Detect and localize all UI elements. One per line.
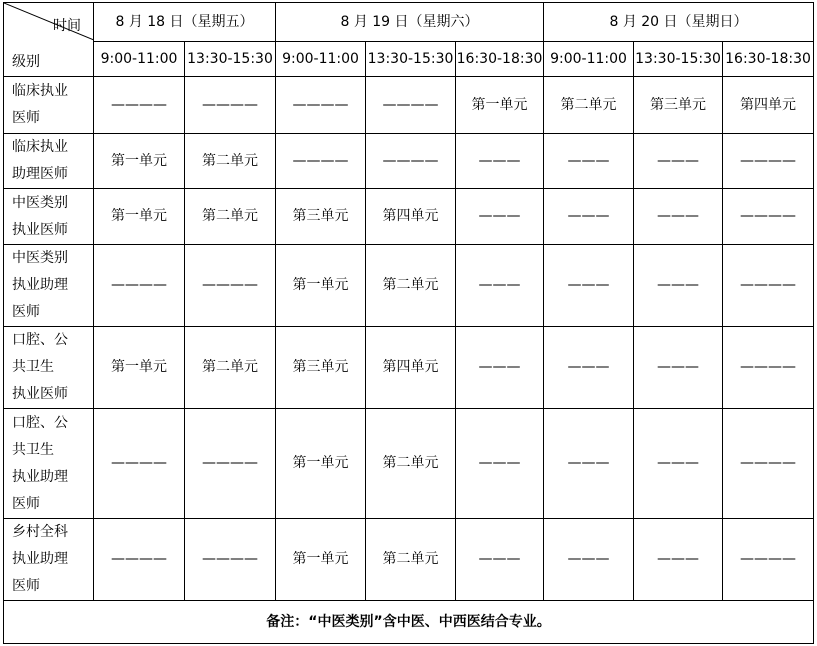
schedule-cell: ———— xyxy=(276,77,366,134)
schedule-cell: ——— xyxy=(544,327,634,409)
level-cell xyxy=(4,189,94,245)
table-row xyxy=(4,189,814,245)
level-cell xyxy=(4,245,94,327)
level-cell xyxy=(4,327,94,409)
schedule-cell: 第二单元 xyxy=(366,519,456,601)
schedule-cell: 第一单元 xyxy=(276,409,366,519)
level-line: 执业助理 xyxy=(12,551,68,567)
level-header-label: 级别 xyxy=(12,54,40,70)
exam-schedule-table xyxy=(3,2,814,644)
table-row xyxy=(4,245,814,327)
schedule-cell: ——— xyxy=(456,409,544,519)
level-line: 乡村全科 xyxy=(12,524,68,540)
schedule-cell: 第一单元 xyxy=(94,134,185,189)
time-header-label: 时间 xyxy=(53,18,81,34)
schedule-cell: ———— xyxy=(366,77,456,134)
schedule-cell: ———— xyxy=(723,134,814,189)
schedule-cell: 第二单元 xyxy=(185,134,276,189)
level-line: 执业医师 xyxy=(12,221,68,238)
schedule-cell: ——— xyxy=(634,409,723,519)
schedule-cell: 第一单元 xyxy=(94,189,185,245)
time-slot-cell: 9:00-11:00 xyxy=(94,42,185,77)
level-line: 中医类别 xyxy=(12,250,68,266)
table-row xyxy=(4,77,814,134)
level-cell xyxy=(4,77,94,134)
table-row xyxy=(4,134,814,189)
footnote: 备注：“中医类别”含中医、中西医结合专业。 xyxy=(4,601,814,644)
schedule-cell: ———— xyxy=(94,519,185,601)
schedule-cell: ——— xyxy=(544,134,634,189)
date-header-aug18: 8 月 18 日（星期五） xyxy=(94,3,276,42)
level-line: 执业助理 xyxy=(12,277,68,293)
date-header-aug19: 8 月 19 日（星期六） xyxy=(276,3,544,42)
schedule-cell: ——— xyxy=(634,519,723,601)
schedule-cell: ——— xyxy=(456,134,544,189)
schedule-cell: ———— xyxy=(276,134,366,189)
schedule-cell: 第三单元 xyxy=(634,77,723,134)
schedule-cell: 第三单元 xyxy=(276,189,366,245)
schedule-cell: ——— xyxy=(456,245,544,327)
schedule-cell: ———— xyxy=(94,77,185,134)
schedule-cell: ——— xyxy=(456,519,544,601)
schedule-cell: ———— xyxy=(185,77,276,134)
time-slot-cell: 9:00-11:00 xyxy=(276,42,366,77)
schedule-cell: ——— xyxy=(544,409,634,519)
schedule-cell: 第四单元 xyxy=(366,189,456,245)
level-line: 口腔、公 xyxy=(12,332,68,348)
schedule-cell: 第二单元 xyxy=(366,409,456,519)
table-row xyxy=(4,327,814,409)
table-row xyxy=(4,519,814,601)
schedule-cell: 第二单元 xyxy=(185,189,276,245)
schedule-cell: 第四单元 xyxy=(723,77,814,134)
schedule-cell: 第三单元 xyxy=(276,327,366,409)
schedule-cell: ——— xyxy=(634,189,723,245)
schedule-cell: 第一单元 xyxy=(276,519,366,601)
table-row xyxy=(4,409,814,519)
schedule-cell: 第一单元 xyxy=(94,327,185,409)
level-line: 医师 xyxy=(12,304,40,320)
level-cell xyxy=(4,409,94,519)
level-line: 口腔、公 xyxy=(12,414,68,431)
schedule-cell: 第一单元 xyxy=(456,77,544,134)
schedule-cell: ——— xyxy=(544,189,634,245)
schedule-cell: ——— xyxy=(456,327,544,409)
level-line: 中医类别 xyxy=(12,194,68,211)
date-header-aug20: 8 月 20 日（星期日） xyxy=(544,3,814,42)
schedule-cell: ———— xyxy=(185,245,276,327)
time-slot-cell: 13:30-15:30 xyxy=(366,42,456,77)
time-slot-cell: 13:30-15:30 xyxy=(634,42,723,77)
schedule-cell: 第二单元 xyxy=(544,77,634,134)
time-slot-cell: 16:30-18:30 xyxy=(723,42,814,77)
schedule-cell: ———— xyxy=(723,409,814,519)
schedule-cell: ——— xyxy=(634,245,723,327)
level-line: 共卫生 xyxy=(12,359,54,375)
schedule-cell: ———— xyxy=(723,519,814,601)
schedule-cell: 第四单元 xyxy=(366,327,456,409)
schedule-cell: ———— xyxy=(723,245,814,327)
schedule-cell: ——— xyxy=(544,519,634,601)
level-line: 临床执业 xyxy=(12,83,68,99)
schedule-cell: ———— xyxy=(723,189,814,245)
level-cell xyxy=(4,519,94,601)
time-slot-cell: 16:30-18:30 xyxy=(456,42,544,77)
schedule-cell: ——— xyxy=(634,134,723,189)
level-line: 助理医师 xyxy=(12,166,68,182)
level-line: 执业助理 xyxy=(12,468,68,485)
schedule-cell: ——— xyxy=(456,189,544,245)
schedule-cell: ———— xyxy=(94,409,185,519)
level-line: 医师 xyxy=(12,578,40,594)
schedule-cell: ——— xyxy=(634,327,723,409)
schedule-cell: ———— xyxy=(185,409,276,519)
corner-header-cell xyxy=(4,3,94,77)
level-line: 医师 xyxy=(12,110,40,126)
level-line: 共卫生 xyxy=(12,441,54,458)
schedule-cell: 第二单元 xyxy=(185,327,276,409)
schedule-cell: ———— xyxy=(723,327,814,409)
schedule-cell: ———— xyxy=(366,134,456,189)
level-line: 临床执业 xyxy=(12,139,68,155)
level-line: 医师 xyxy=(12,495,40,512)
level-line: 执业医师 xyxy=(12,386,68,402)
schedule-cell: 第二单元 xyxy=(366,245,456,327)
schedule-cell: 第一单元 xyxy=(276,245,366,327)
schedule-cell: ———— xyxy=(185,519,276,601)
time-slot-cell: 13:30-15:30 xyxy=(185,42,276,77)
level-cell xyxy=(4,134,94,189)
schedule-cell: ——— xyxy=(544,245,634,327)
schedule-cell: ———— xyxy=(94,245,185,327)
time-slot-cell: 9:00-11:00 xyxy=(544,42,634,77)
